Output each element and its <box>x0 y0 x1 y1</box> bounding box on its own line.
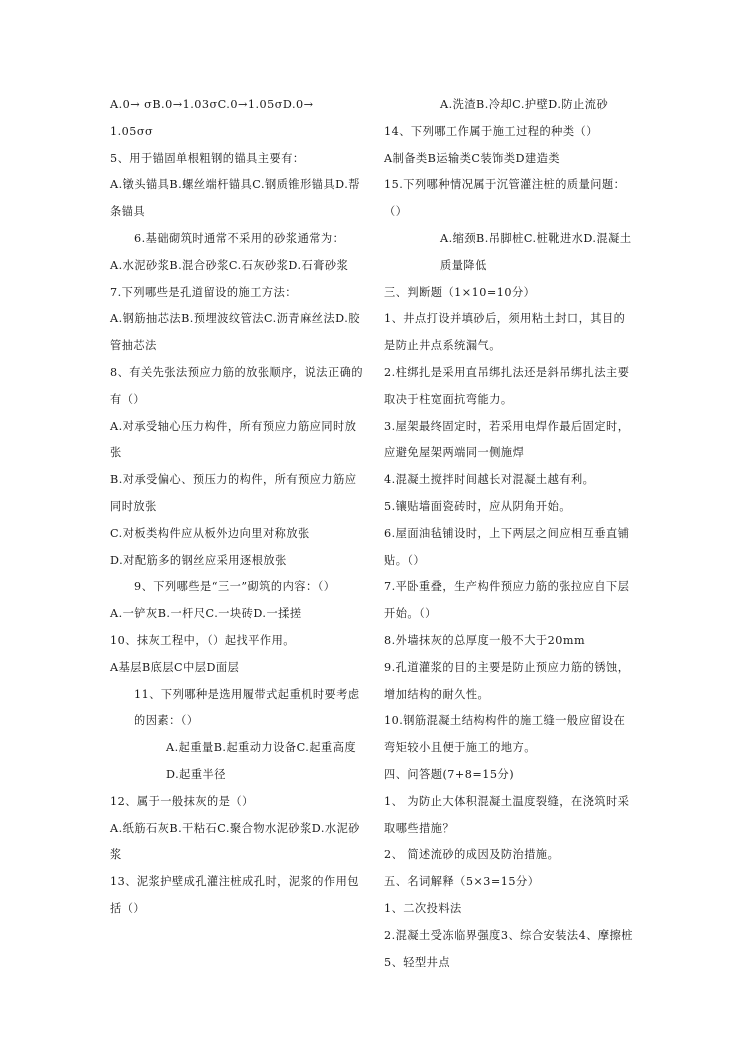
q11-question: 11、下列哪种是选用履带式起重机时要考虑的因素：（） <box>134 687 360 728</box>
q8-question: 8、有关先张法预应力筋的放张顺序，说法正确的有（） <box>110 365 364 406</box>
q9-options: A.一铲灰B.一杆尺C.一块砖D.一揉搓 <box>110 607 302 621</box>
q7-options: A.钢筋抽芯法B.预埋波纹管法C.沥青麻丝法D.胶管抽芯法 <box>110 312 360 353</box>
q10-options: A基层B底层C中层D面层 <box>110 660 240 674</box>
q12-question: 12、属于一般抹灰的是（） <box>110 794 254 808</box>
qa-2: 2、 简述流砂的成因及防治措施。 <box>384 848 560 862</box>
right-column <box>384 92 636 976</box>
judge-4: 4.混凝土搅拌时间越长对混凝土越有利。 <box>384 473 595 487</box>
q7-question: 7.下列哪些是孔道留设的施工方法： <box>110 285 297 299</box>
judge-5: 5.镶贴墙面瓷砖时，应从阴角开始。 <box>384 499 571 513</box>
q11-options: A.起重量B.起重动力设备C.起重高度D.起重半径 <box>166 741 357 781</box>
judge-10: 10.钢筋混凝土结构构件的施工缝一般应留设在弯矩较小且便于施工的地方。 <box>384 714 626 755</box>
section-4-heading: 四、问答题(7+8=15分) <box>384 767 515 781</box>
terms-2-5: 2.混凝土受冻临界强度3、综合安装法4、摩擦桩5、轻型井点 <box>384 928 633 969</box>
q15-question: 15.下列哪种情况属于沉管灌注桩的质量问题：（） <box>384 178 626 219</box>
q5-question: 5、用于锚固单根粗钢的锚具主要有： <box>110 151 305 165</box>
judge-7: 7.平卧重叠，生产构件预应力筋的张拉应自下层开始。（） <box>384 580 630 621</box>
q15-options: A.缩颈B.吊脚桩C.桩靴进水D.混凝土质量降低 <box>440 231 632 272</box>
q8-option-d: D.对配筋多的钢丝应采用逐根放张 <box>110 553 287 567</box>
judge-3: 3.屋架最终固定时，若采用电焊作最后固定时，应避免屋架两端同一侧施焊 <box>384 419 630 460</box>
q13-options: A.洗渣B.冷却C.护壁D.防止流砂 <box>440 98 609 111</box>
q4-options-line2: 1.05σσ <box>110 124 154 138</box>
left-column <box>110 92 364 923</box>
q6-question: 6.基础砌筑时通常不采用的砂浆通常为： <box>134 231 345 245</box>
section-5-heading: 五、名词解释（5×3=15分） <box>384 875 540 889</box>
q8-option-a: A.对承受轴心压力构件，所有预应力筋应同时放张 <box>110 419 357 460</box>
q5-options: A.镦头锚具B.螺丝端杆锚具C.钢质锥形锚具D.帮条锚具 <box>110 178 360 219</box>
judge-9: 9.孔道灌浆的目的主要是防止预应力筋的锈蚀，增加结构的耐久性。 <box>384 660 630 701</box>
judge-8: 8.外墙抹灰的总厚度一般不大于20mm <box>384 633 586 647</box>
q8-option-b: B.对承受偏心、预压力的构件，所有预应力筋应同时放张 <box>110 473 357 513</box>
q4-options-line1: A.0→ σB.0→1.03σC.0→1.05σD.0→ <box>110 98 314 111</box>
term-1: 1、二次投料法 <box>384 901 462 915</box>
judge-6: 6.屋面油毡铺设时，上下两层之间应相互垂直铺贴。（） <box>384 526 630 567</box>
q6-options: A.水泥砂浆B.混合砂浆C.石灰砂浆D.石膏砂浆 <box>110 258 349 272</box>
q13-question: 13、泥浆护壁成孔灌注桩成孔时，泥浆的作用包括（） <box>110 875 359 915</box>
judge-1: 1、井点打设并填砂后，须用粘土封口，其目的是防止井点系统漏气。 <box>384 312 626 353</box>
q10-question: 10、抹灰工程中，（）起找平作用。 <box>110 633 295 647</box>
q8-option-c: C.对板类构件应从板外边向里对称放张 <box>110 526 310 540</box>
q14-question: 14、下列哪工作属于施工过程的种类（） <box>384 124 598 138</box>
q9-question: 9、下列哪些是“三一”砌筑的内容：（） <box>134 580 336 594</box>
section-3-heading: 三、判断题（1×10=10分） <box>384 285 536 299</box>
judge-2: 2.柱绑扎是采用直吊绑扎法还是斜吊绑扎法主要取决于柱宽面抗弯能力。 <box>384 365 630 406</box>
q14-options: A制备类B运输类C装饰类D建造类 <box>384 151 561 165</box>
q12-options: A.纸筋石灰B.干粘石C.聚合物水泥砂浆D.水泥砂浆 <box>110 821 360 862</box>
qa-1: 1、 为防止大体积混凝土温度裂缝，在浇筑时采取哪些措施？ <box>384 794 630 835</box>
